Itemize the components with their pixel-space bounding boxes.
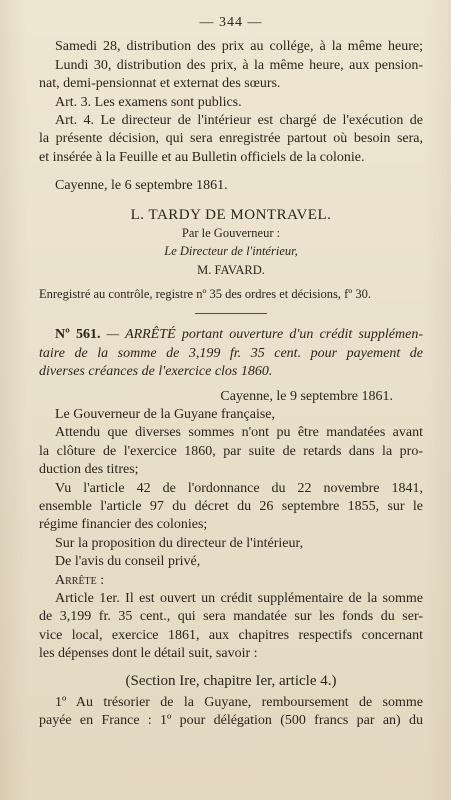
arrete-title-line: diverses créances de l'exercice clos 1860. (39, 364, 273, 380)
date-line: Cayenne, le 6 septembre 1861. (55, 178, 228, 194)
text-line: la présente décision, qui sera enregistrée partout où besoin sera, (39, 131, 423, 147)
body-line: payée en France : 1º pour délégation (500 francs par an) du (39, 713, 423, 729)
page-number: — 344 — (199, 15, 263, 30)
arrete-title-line: taire de la somme de 3,199 fr. 35 cent. pour payement de (39, 345, 423, 361)
text-line: Art. 4. Le directeur de l'intérieur est chargé de l'exécution de (55, 112, 423, 128)
signature-name: L. TARDY DE MONTRAVEL. (130, 206, 332, 223)
arrete-keyword: Arrête : (55, 572, 105, 588)
text-line: Samedi 28, distribution des prix au collége, à la même heure; (55, 39, 423, 55)
text-line: Lundi 30, distribution des prix, à la même heure, aux pension- (55, 57, 423, 73)
body-line: Sur la proposition du directeur de l'intérieur, (55, 535, 304, 551)
body-line: vice local, exercice 1861, aux chapitres respectifs concernant (39, 627, 423, 643)
arrete-title-line: — ARRÊTÉ portant ouverture d'un crédit supplémen- (106, 327, 424, 343)
section-divider (195, 313, 267, 314)
signature-role: Le Directeur de l'intérieur, (164, 244, 298, 259)
body-line: les dépenses dont le détail suit, savoir : (39, 646, 258, 662)
body-line: ensemble l'article 97 du décret du 26 septembre 1855, sur le (39, 498, 423, 514)
body-line: de 3,199 fr. 35 cent., qui sera mandatée sur les fonds du ser- (39, 609, 423, 625)
body-line: Vu l'article 42 de l'ordonnance du 22 novembre 1841, (55, 480, 423, 496)
body-line: Le Gouverneur de la Guyane française, (55, 407, 276, 423)
body-line: Attendu que diverses sommes n'ont pu être mandatées avant (55, 425, 423, 441)
text-line: nat, demi-pensionnat et externat des sœurs. (39, 76, 281, 92)
body-line: duction des titres; (39, 462, 139, 478)
page-text (39, 14, 423, 731)
text-line: Art. 3. Les examens sont publics. (55, 94, 242, 110)
date-line: Cayenne, le 9 septembre 1861. (220, 388, 393, 404)
body-line: Article 1er. Il est ouvert un crédit supplémentaire de la somme (55, 590, 423, 606)
body-line: 1º Au trésorier de la Guyane, remboursement de somme (55, 694, 423, 710)
body-line: De l'avis du conseil privé, (55, 554, 201, 570)
body-line: régime financier des colonies; (39, 517, 208, 533)
arrete-number: Nº 561. (55, 327, 101, 343)
registration-line: Enregistré au contrôle, registre nº 35 des ordres et décisions, fº 30. (39, 287, 371, 302)
body-line: la clôture de l'exercice 1860, par suite de retards dans la pro- (39, 443, 423, 459)
arrete-header-line (39, 326, 423, 344)
text-line: et insérée à la Feuille et au Bulletin officiels de la colonie. (39, 149, 365, 165)
section-heading: (Section Ire, chapitre Ier, article 4.) (125, 672, 337, 689)
signature-par: Par le Gouverneur : (181, 225, 281, 240)
signature-signer: M. FAVARD. (197, 262, 265, 277)
